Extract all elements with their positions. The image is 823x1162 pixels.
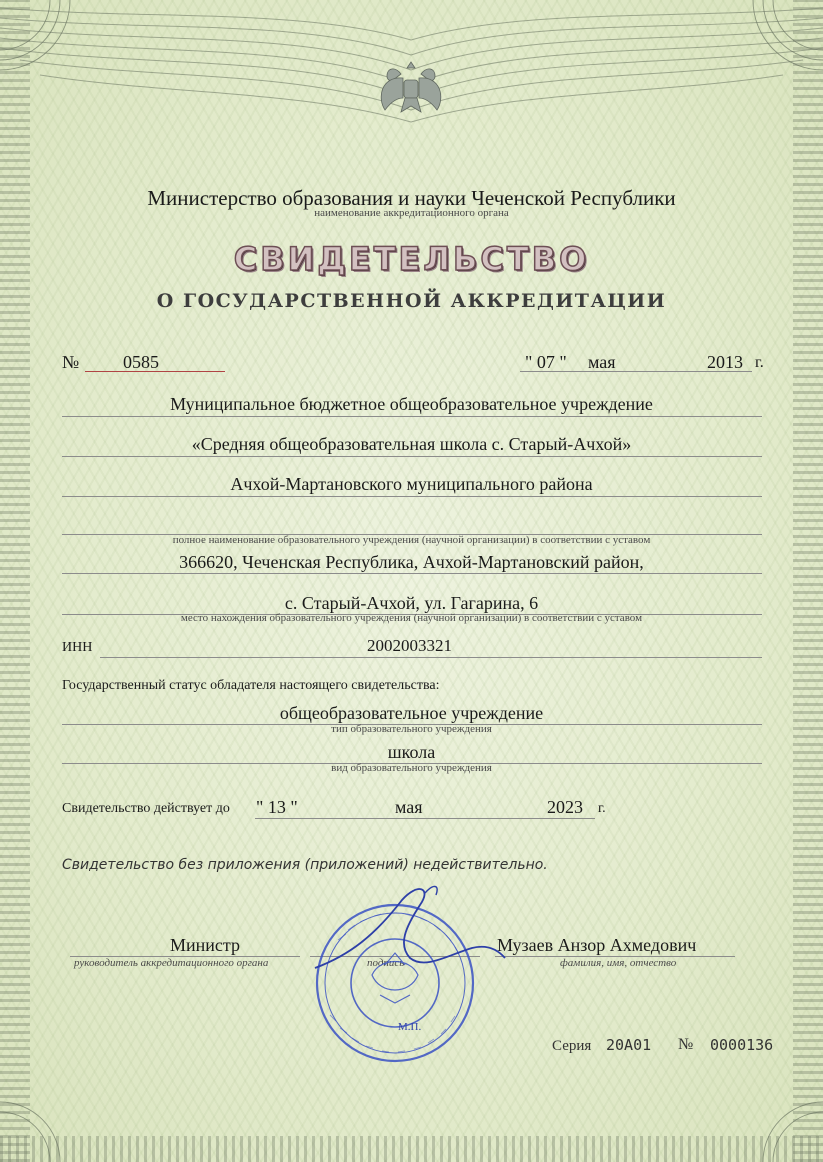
validity-month: мая (395, 797, 423, 817)
inn-value: 2002003321 (367, 636, 452, 655)
institution-name-caption: полное наименование образовательного учреждения (научной организации) в соответствии с уставом (172, 534, 651, 546)
ministry-caption: наименование аккредитационного органа (314, 207, 509, 219)
validity-year-suffix: г. (598, 801, 606, 816)
series-label: Серия (552, 1038, 592, 1054)
signer-position: Министр (170, 935, 240, 955)
address-line1: 366620, Чеченская Республика, Ачхой-Мартановский район, (179, 552, 644, 572)
series-number: 0000136 (710, 1036, 774, 1054)
institution-type: общеобразовательное учреждение (279, 703, 544, 723)
signer-position-caption: руководитель аккредитационного органа (74, 957, 269, 969)
signer-name-caption: фамилия, имя, отчество (560, 957, 677, 969)
issue-year-suffix: г. (755, 354, 764, 371)
inn-label: ИНН (62, 640, 93, 655)
series-value: 20А01 (606, 1036, 652, 1054)
institution-name-line2: «Средняя общеобразовательная школа с. Старый-Ачхой» (191, 434, 632, 454)
institution-kind-caption: вид образовательного учреждения (331, 762, 492, 774)
issue-year: 2013 (707, 352, 743, 372)
validity-note: Свидетельство без приложения (приложений) недействительно. (62, 857, 548, 873)
institution-name-line3: Ачхой-Мартановского муниципального района (230, 474, 593, 494)
institution-kind: школа (387, 742, 436, 762)
certificate-number: 0585 (123, 352, 159, 372)
address-caption: место нахождения образовательного учреждения (научной организации) в соответствии с уставом (180, 612, 643, 624)
validity-day: " 13 " (256, 797, 298, 817)
issue-day: " 07 " (525, 352, 567, 372)
signature-caption: подпись (367, 957, 405, 969)
stamp-mark: М.П. (398, 1021, 422, 1033)
validity-year: 2023 (547, 797, 583, 817)
ministry-name: Министерство образования и науки Чеченской Республики (147, 186, 676, 210)
document-title: СВИДЕТЕЛЬСТВО (233, 240, 590, 278)
series-number-label: № (678, 1036, 694, 1053)
signer-name: Музаев Анзор Ахмедович (497, 935, 697, 955)
number-label: № (62, 352, 80, 372)
issue-month: мая (588, 352, 616, 372)
document-subtitle: О ГОСУДАРСТВЕННОЙ АККРЕДИТАЦИИ (156, 290, 667, 312)
validity-label: Свидетельство действует до (62, 801, 230, 816)
status-label: Государственный статус обладателя настоящего свидетельства: (62, 678, 440, 693)
institution-type-caption: тип образовательного учреждения (331, 723, 492, 735)
institution-name-line1: Муниципальное бюджетное общеобразовательное учреждение (170, 394, 653, 414)
address-line2: с. Старый-Ачхой, ул. Гагарина, 6 (284, 593, 539, 613)
